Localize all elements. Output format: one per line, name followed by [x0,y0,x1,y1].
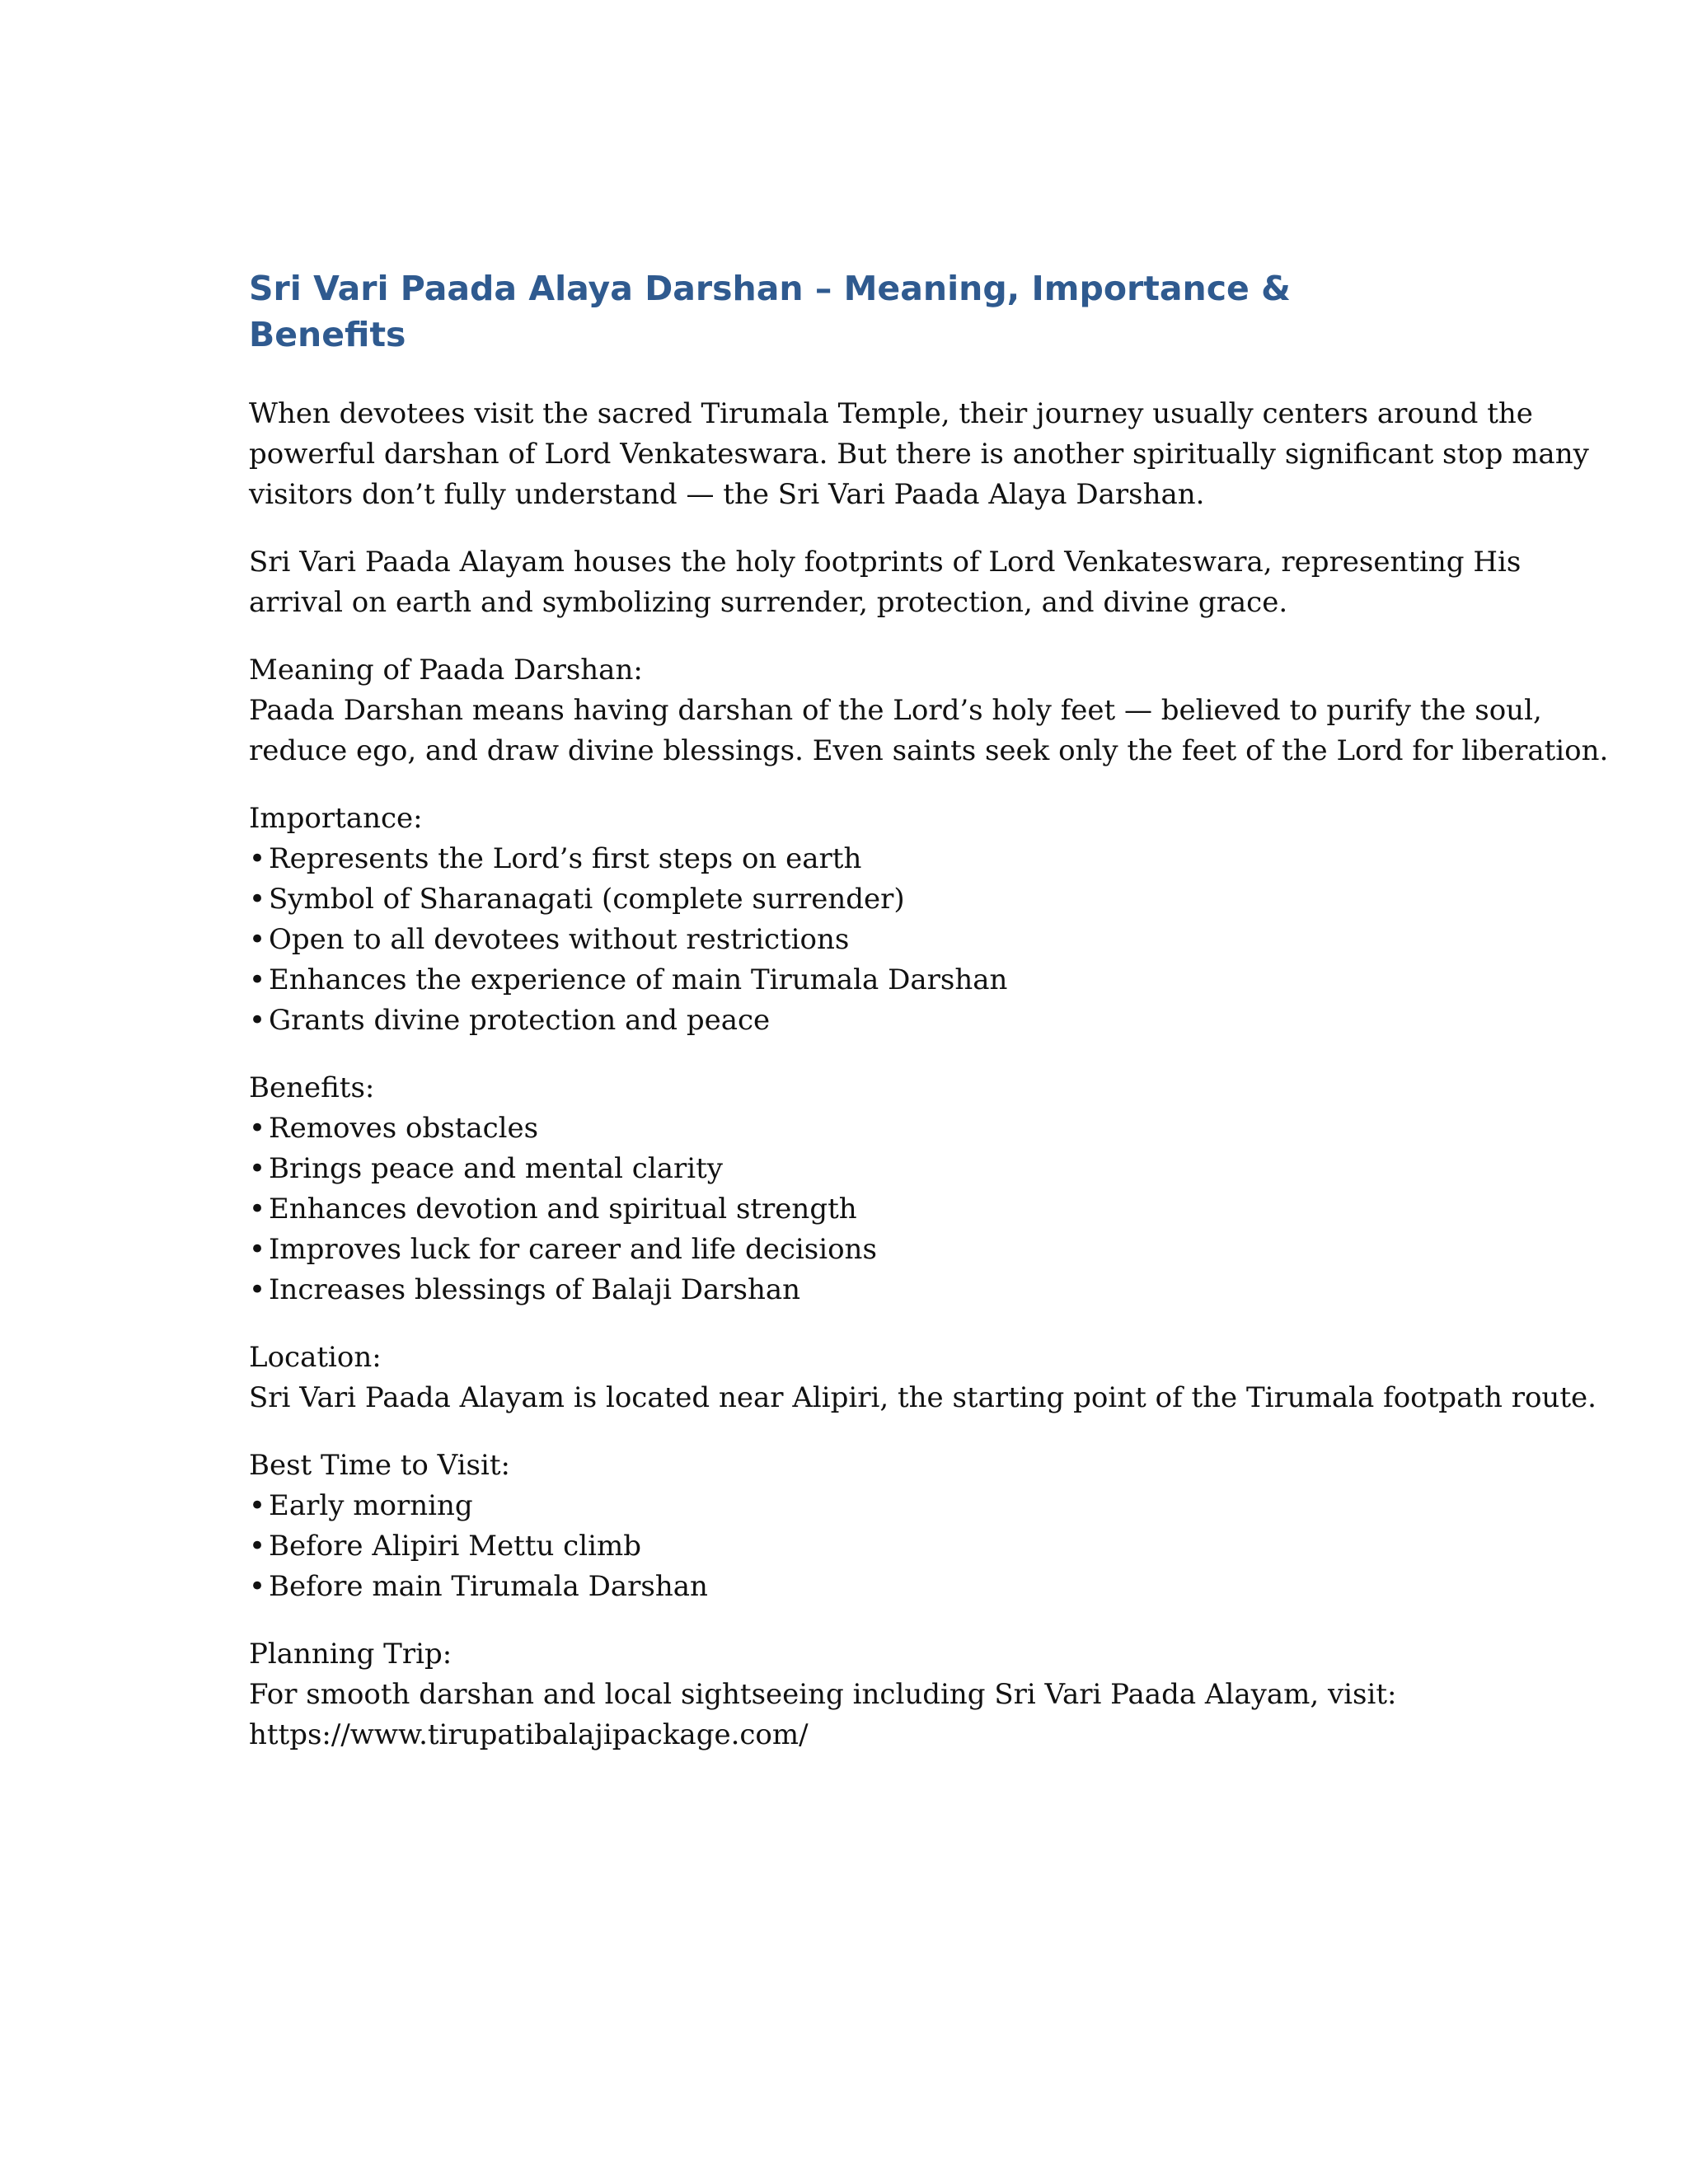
intro-paragraph-2-line: Sri Vari Paada Alayam houses the holy footprints of Lord Venkateswara, representing His [249,546,1522,579]
benefits-section [249,1068,1452,1310]
intro-paragraph-2-line: arrival on earth and symbolizing surrender, protection, and divine grace. [249,586,1288,619]
list-item [249,1108,1452,1149]
website-link[interactable]: https://www.tirupatibalajipackage.com/ [249,1718,809,1751]
intro-paragraph-1-line: powerful darshan of Lord Venkateswara. But there is another spiritually significant stop many [249,438,1589,471]
importance-heading: Importance: [249,802,423,835]
list-item-text: Grants divine protection and peace [269,1004,771,1037]
meaning-heading: Meaning of Paada Darshan: [249,654,643,687]
list-item-text: Removes obstacles [269,1112,539,1145]
bullet-icon: • [249,1530,266,1563]
list-item-text: Enhances devotion and spiritual strength [269,1193,857,1226]
bullet-icon: • [249,1112,266,1145]
planning-text: For smooth darshan and local sightseeing including Sri Vari Paada Alayam, visit: [249,1678,1397,1711]
bullet-icon: • [249,1233,266,1266]
list-item-text: Improves luck for career and life decisions [269,1233,877,1266]
planning-heading: Planning Trip: [249,1638,452,1671]
intro-paragraph-2 [249,542,1522,623]
importance-list [249,839,1452,1041]
list-item [249,1001,1452,1041]
list-item-text: Represents the Lord’s first steps on earth [269,842,862,875]
list-item-text: Before Alipiri Mettu climb [269,1530,641,1563]
intro-paragraph-1-line: visitors don’t fully understand — the Sri Vari Paada Alaya Darshan. [249,478,1205,511]
location-heading: Location: [249,1341,382,1374]
location-text: Sri Vari Paada Alayam is located near Alipiri, the starting point of the Tirumala footpath route. [249,1381,1597,1414]
intro-paragraph-1-line: When devotees visit the sacred Tirumala Temple, their journey usually centers around the [249,397,1533,430]
list-item-text: Increases blessings of Balaji Darshan [269,1273,801,1306]
bullet-icon: • [249,963,266,996]
list-item [249,1567,1452,1607]
list-item [249,920,1452,960]
benefits-list [249,1108,1452,1310]
list-item-text: Brings peace and mental clarity [269,1152,723,1185]
list-item [249,1270,1452,1310]
bullet-icon: • [249,1273,266,1306]
list-item [249,1189,1452,1230]
bullet-icon: • [249,1193,266,1226]
list-item [249,879,1452,920]
location-section [249,1338,1597,1418]
bullet-icon: • [249,883,266,916]
best-time-list [249,1486,1452,1607]
bullet-icon: • [249,1152,266,1185]
benefits-heading: Benefits: [249,1071,375,1104]
bullet-icon: • [249,923,266,956]
planning-section [249,1634,1452,1755]
importance-section [249,799,1452,1041]
bullet-icon: • [249,1004,266,1037]
meaning-text-line: Paada Darshan means having darshan of the Lord’s holy feet — believed to purify the soul, [249,694,1542,727]
list-item [249,1486,1452,1526]
list-item-text: Before main Tirumala Darshan [269,1570,708,1603]
list-item [249,960,1452,1001]
meaning-text-line: reduce ego, and draw divine blessings. Even saints seek only the feet of the Lord for liberation. [249,734,1609,767]
list-item-text: Open to all devotees without restrictions [269,923,850,956]
bullet-icon: • [249,1489,266,1522]
document-title: Sri Vari Paada Alaya Darshan – Meaning, Importance & Benefits [249,269,1291,354]
meaning-section [249,650,1609,771]
best-time-heading: Best Time to Visit: [249,1449,510,1482]
best-time-section [249,1446,1452,1607]
list-item [249,839,1452,879]
intro-paragraph-1 [249,394,1589,515]
list-item-text: Symbol of Sharanagati (complete surrender) [269,883,905,916]
list-item-text: Enhances the experience of main Tirumala Darshan [269,963,1008,996]
list-item [249,1526,1452,1567]
list-item [249,1149,1452,1189]
bullet-icon: • [249,842,266,875]
list-item-text: Early morning [269,1489,473,1522]
list-item [249,1230,1452,1270]
document-content [249,265,1609,1783]
bullet-icon: • [249,1570,266,1603]
